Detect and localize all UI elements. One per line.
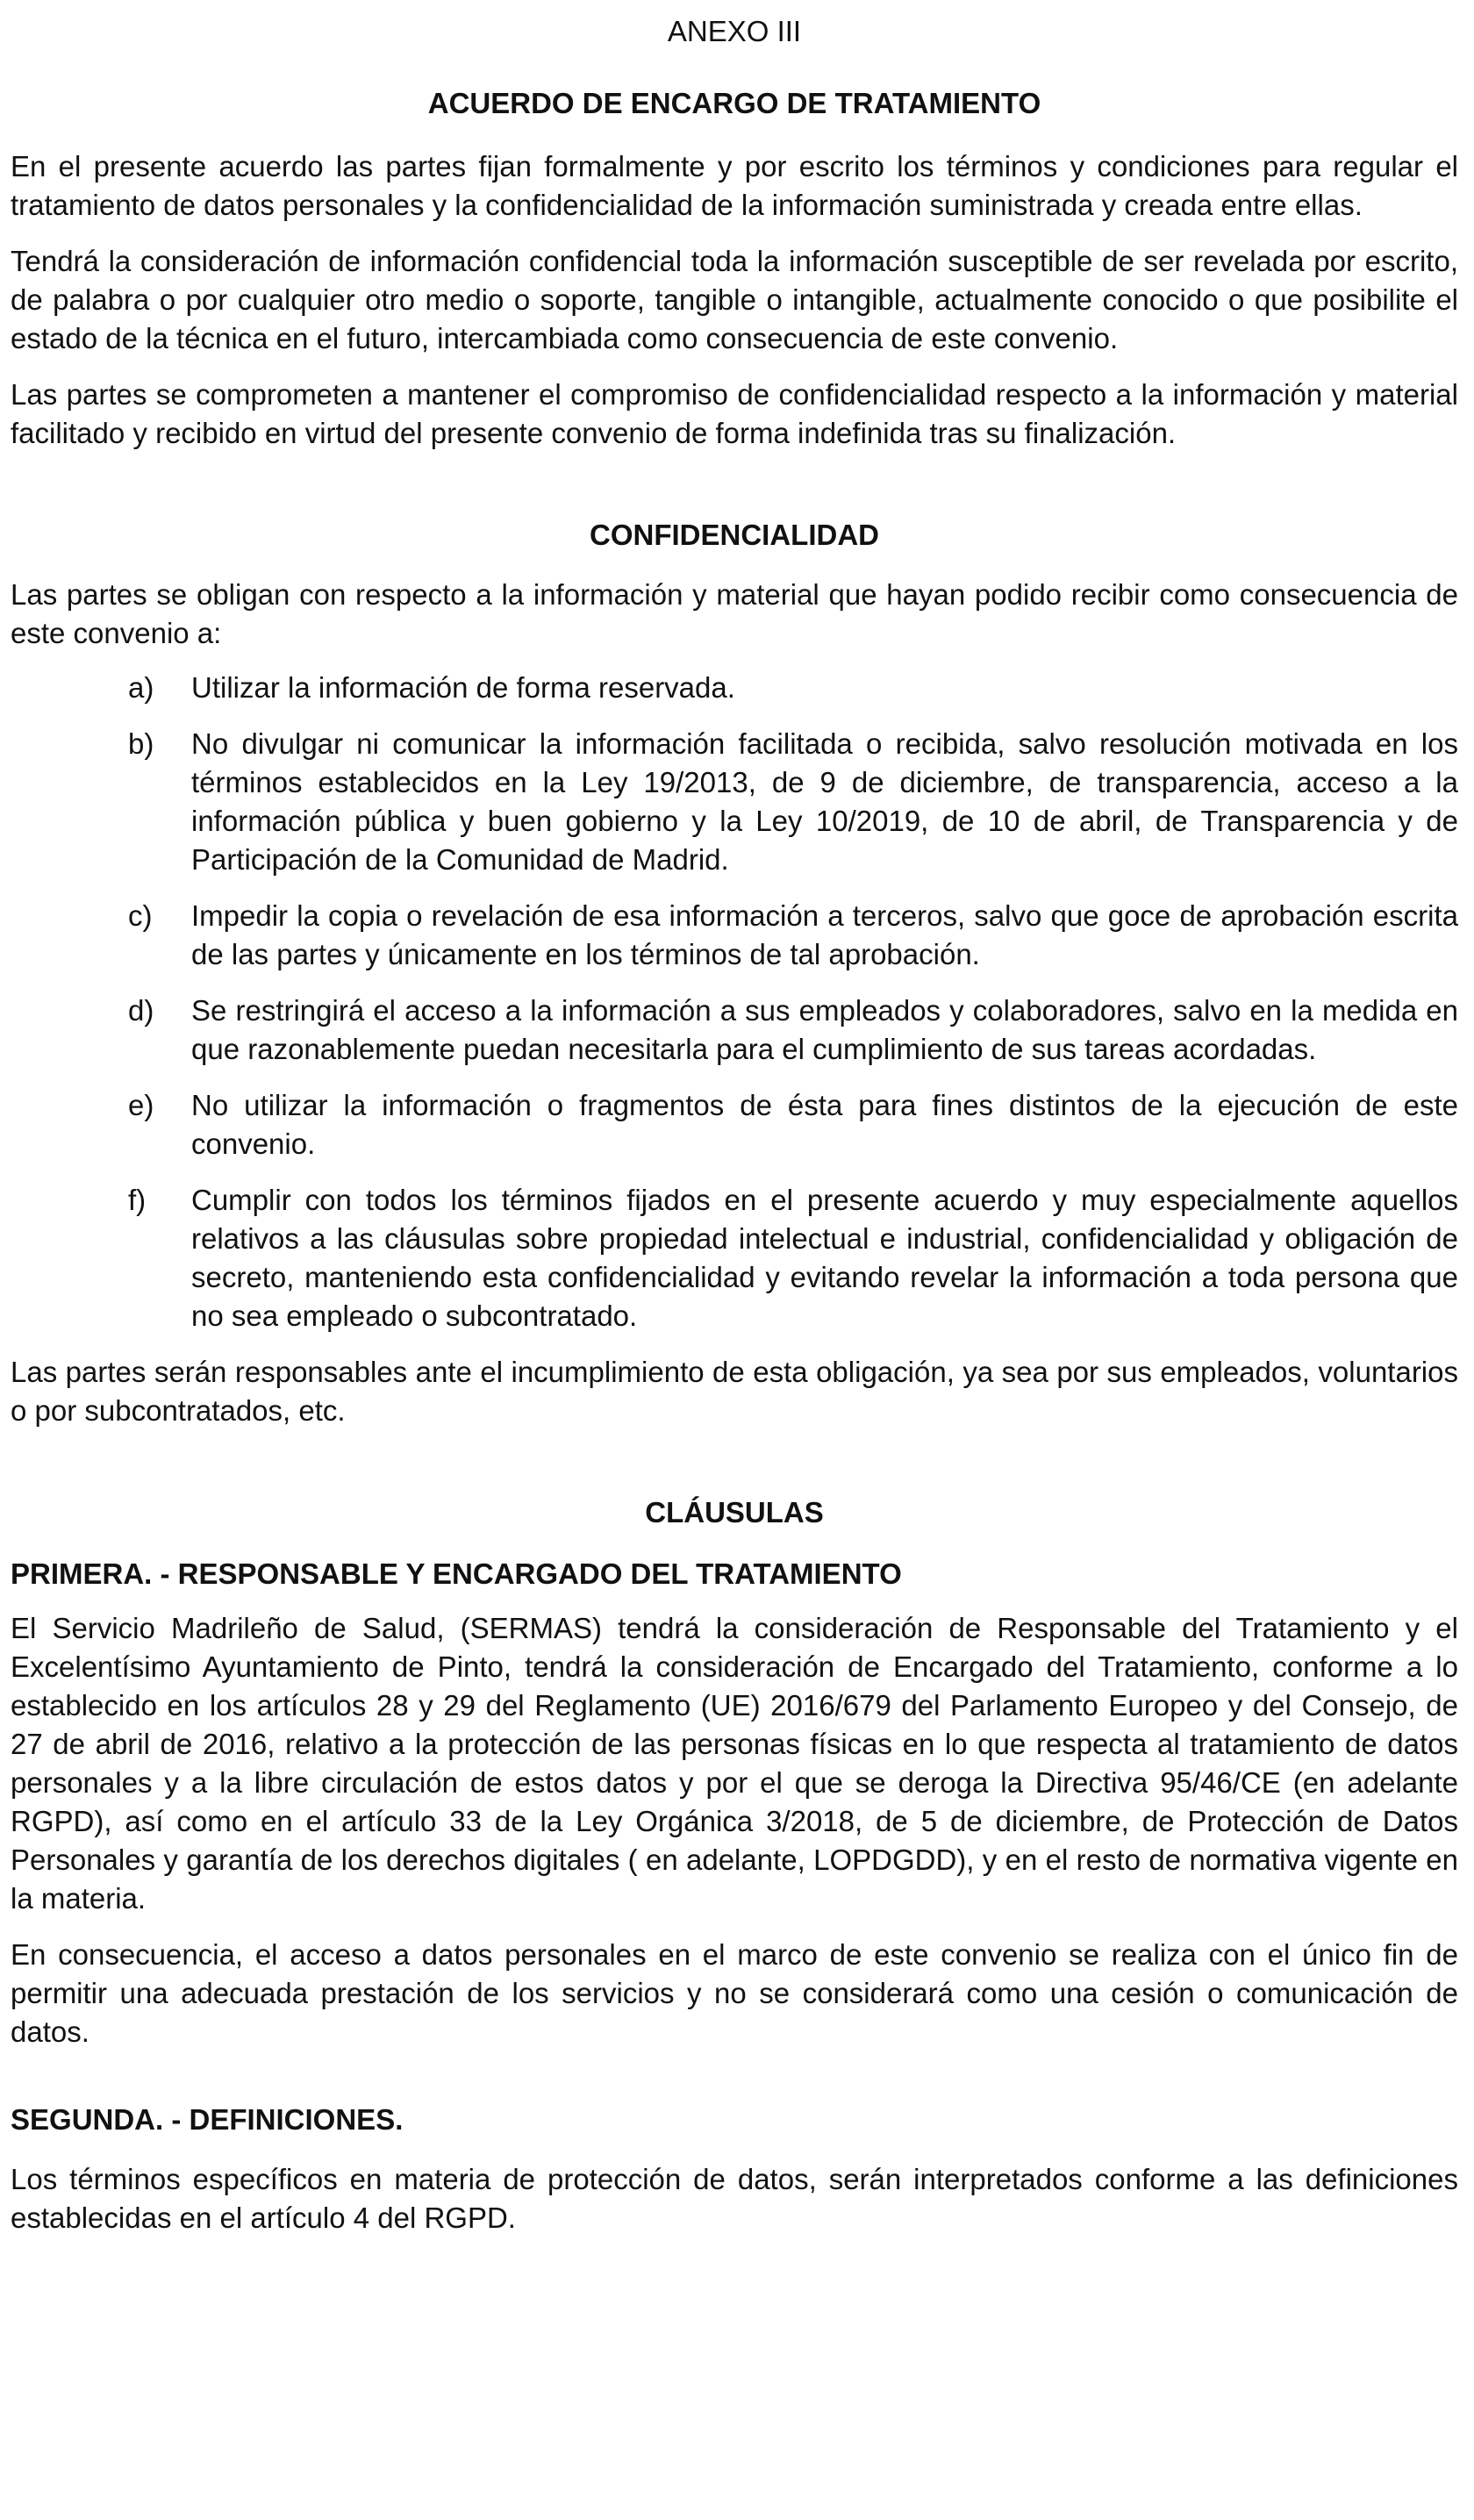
list-marker: a) (128, 671, 154, 704)
list-item-text: Utilizar la información de forma reservada. (191, 671, 735, 704)
segunda-paragraph-1: Los términos específicos en materia de protección de datos, serán interpretados conforme a las definiciones establecidas en el artículo 4 del RGPD. (11, 2163, 1458, 2234)
primera-paragraph-1: El Servicio Madrileño de Salud, (SERMAS) tendrá la consideración de Responsable del Tratamiento y el Excelentísimo Ayuntamiento de Pinto, tendrá la consideración de Encargado del Tratamiento, conforme a lo establecido en los artículos 28 y 29 del Reglamento (UE) 2016/679 del Parlamento Europeo y del Consejo, de 27 de abril de 2016, relativo a la protección de las personas físicas en lo que respecta al tratamiento de datos personales y a la libre circulación de estos datos y por el que se deroga la Directiva 95/46/CE (en adelante RGPD), así como en el artículo 33 de la Ley Orgánica 3/2018, de 5 de diciembre, de Protección de Datos Personales y garantía de los derechos digitales ( en adelante, LOPDGDD), y en el resto de normativa vigente en la materia. (11, 1612, 1458, 1915)
confidencialidad-closing: Las partes serán responsables ante el incumplimiento de esta obligación, ya sea por sus empleados, voluntarios o por subcontratados, etc. (11, 1356, 1458, 1427)
list-marker: f) (128, 1184, 147, 1216)
list-item-text: Cumplir con todos los términos fijados en el presente acuerdo y muy especialmente aquellos relativos a las cláusulas sobre propiedad intelectual e industrial, confidencialidad y obligación de secreto, manteniendo esta confidencialidad y evitando revelar la información a toda persona que no sea empleado o subcontratado. (191, 1184, 1458, 1332)
list-marker: c) (128, 899, 153, 932)
intro-paragraph-3: Las partes se comprometen a mantener el compromiso de confidencialidad respecto a la información y material facilitado y recibido en virtud del presente convenio de forma indefinida tras su finalización. (11, 378, 1458, 449)
intro-paragraph-2: Tendrá la consideración de información confidencial toda la información susceptible de ser revelada por escrito, de palabra o por cualquier otro medio o soporte, tangible o intangible, actualmente conocido o que posibilite el estado de la técnica en el futuro, intercambiada como consecuencia de este convenio. (11, 245, 1458, 354)
list-marker: b) (128, 727, 154, 760)
list-item (11, 1181, 1458, 1335)
list-marker: e) (128, 1089, 154, 1121)
list-item (11, 1086, 1458, 1163)
confidencialidad-lead: Las partes se obligan con respecto a la información y material que hayan podido recibir como consecuencia de este convenio a: (11, 578, 1458, 649)
intro-paragraph-1: En el presente acuerdo las partes fijan formalmente y por escrito los términos y condiciones para regular el tratamiento de datos personales y la confidencialidad de la información suministrada y creada entre ellas. (11, 150, 1458, 221)
primera-paragraph-2: En consecuencia, el acceso a datos personales en el marco de este convenio se realiza con el único fin de permitir una adecuada prestación de los servicios y no se considerará como una cesión o comunicación de datos. (11, 1938, 1458, 2048)
list-item-text: Impedir la copia o revelación de esa información a terceros, salvo que goce de aprobación escrita de las partes y únicamente en los términos de tal aprobación. (191, 899, 1458, 970)
document-page (11, 0, 1458, 2237)
clausulas-heading: CLÁUSULAS (645, 1496, 824, 1528)
confidencialidad-list (11, 669, 1458, 1335)
list-item-text: No utilizar la información o fragmentos de ésta para fines distintos de la ejecución de este convenio. (191, 1089, 1458, 1160)
list-item-text: Se restringirá el acceso a la información a sus empleados y colaboradores, salvo en la medida en que razonablemente puedan necesitarla para el cumplimiento de sus tareas acordadas. (191, 994, 1458, 1065)
segunda-clause-title: SEGUNDA. - DEFINICIONES. (11, 2103, 404, 2136)
list-item (11, 992, 1458, 1069)
annex-label: ANEXO III (667, 15, 802, 47)
list-item (11, 897, 1458, 974)
primera-clause-title: PRIMERA. - RESPONSABLE Y ENCARGADO DEL TRATAMIENTO (11, 1557, 902, 1590)
list-item (11, 725, 1458, 879)
document-title: ACUERDO DE ENCARGO DE TRATAMIENTO (427, 87, 1041, 119)
list-marker: d) (128, 994, 154, 1027)
confidencialidad-heading: CONFIDENCIALIDAD (590, 519, 879, 551)
list-item-text: No divulgar ni comunicar la información facilitada o recibida, salvo resolución motivada en los términos establecidos en la Ley 19/2013, de 9 de diciembre, de transparencia, acceso a la información pública y buen gobierno y la Ley 10/2019, de 10 de abril, de Transparencia y de Participación de la Comunidad de Madrid. (191, 727, 1458, 876)
list-item (11, 669, 1458, 707)
